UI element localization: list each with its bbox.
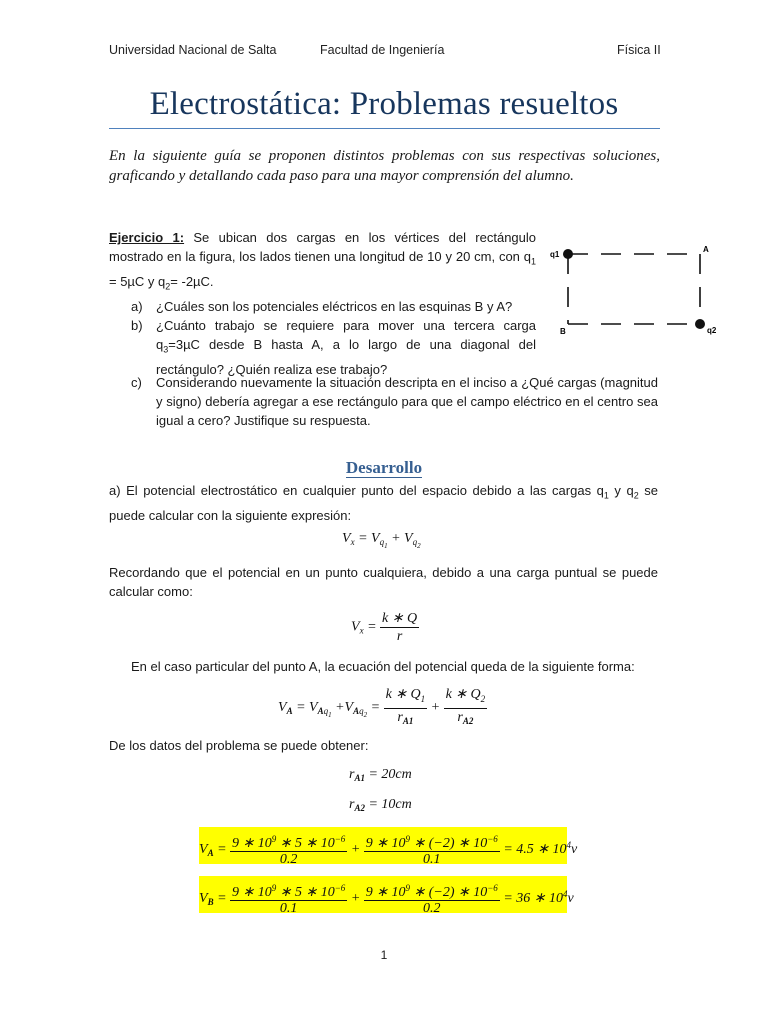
equation-vx-sum: $V_x = V_{q_1} + V_{q_2}$ — [342, 531, 421, 550]
item-c-label: c) — [131, 375, 142, 390]
title-divider — [109, 128, 660, 129]
dev-paragraph-3: En el caso particular del punto A, la ecuación del potencial queda de la siguiente forma: — [131, 659, 635, 674]
item-b-sub: 3 — [163, 344, 169, 355]
vb-result-unit: v — [567, 891, 574, 906]
exercise-label: Ejercicio 1: — [109, 230, 185, 245]
item-b-text-part: ¿Cuánto trabajo se requiere para mover una tercera carga q — [156, 318, 536, 352]
dev-paragraph-2: Recordando que el potencial en un punto cualquiera, debido a una carga puntual se puede calcular como: — [109, 565, 658, 599]
label-q1: q1 — [550, 250, 560, 259]
label-b: B — [560, 327, 566, 336]
development-heading — [0, 458, 768, 478]
equation-vb-result: $V_B$ = $\frac{9 ∗ 10^9 ∗ 5 ∗ 10^{-6}}{0.1}$ + $\frac{9 ∗ 10^9 ∗ (-2) ∗ 10^{-6}}{0.2}$ = 36 ∗ $10^4v$ — [199, 876, 567, 913]
equation-ra2: $r_{A2} = 10cm$ — [349, 797, 412, 813]
page-number: 1 — [380, 948, 388, 962]
item-c-text: Considerando nuevamente la situación descripta en el inciso a ¿Qué cargas (magnitud y signo) debería agregar a ese rectángulo para que el campo eléctrico en el centro sea igual a cero? Justifique su respuesta. — [156, 375, 658, 428]
item-b-text-part: =3µC desde B hasta A, a lo largo de una diagonal del rectángulo? ¿Quién realiza ese trabajo? — [156, 337, 536, 377]
item-a-label: a) — [131, 299, 143, 314]
vb-result-value: = 36 ∗ 10 — [503, 891, 563, 906]
equation-va-result: $V_A$ = $\frac{9 ∗ 10^9 ∗ 5 ∗ 10^{-6}}{0.2}$ + $\frac{9 ∗ 10^9 ∗ (-2) ∗ 10^{-6}}{0.1}$ = 4.5 ∗ $10^4v$ — [199, 827, 567, 864]
para1-text: se puede calcular con la siguiente expresión: — [109, 483, 658, 523]
para1-text: a) El potencial electrostático en cualquier punto del espacio debido a las cargas q — [109, 483, 604, 498]
header-university: Universidad Nacional de Salta — [109, 43, 277, 57]
statement-text: Se ubican dos cargas en los vértices del rectángulo mostrado en la figura, los lados tienen una longitud de 10 y 20 cm, con q — [109, 230, 536, 264]
para1-sub: 1 — [603, 490, 609, 501]
header-faculty: Facultad de Ingeniería — [320, 43, 445, 57]
intro-paragraph: En la siguiente guía se proponen distintos problemas con sus respectivas soluciones, graficando y detallando cada paso para una mayor comprensión del alumno. — [109, 148, 660, 184]
item-b-label: b) — [131, 318, 143, 333]
item-b-text — [156, 316, 536, 379]
charge-q2-dot — [695, 319, 705, 329]
para1-text: y q — [608, 483, 634, 498]
equation-ra1: $r_{A1} = 20cm$ — [349, 767, 412, 783]
va-result-exp: 4 — [566, 840, 571, 850]
dev-paragraph-4: De los datos del problema se puede obtener: — [109, 738, 369, 753]
vb-result-exp: 4 — [563, 889, 568, 899]
item-a-text: ¿Cuáles son los potenciales eléctricos en las esquinas B y A? — [156, 299, 513, 314]
statement-text: = 5µC y q — [109, 273, 166, 289]
ra2-value: = 10cm — [368, 797, 412, 812]
charge-q1-dot — [563, 249, 573, 259]
rectangle-figure — [540, 238, 720, 338]
exercise-statement — [109, 228, 536, 296]
header-course: Física II — [617, 43, 661, 57]
ra1-value: = 20cm — [368, 767, 412, 782]
development-heading-text: Desarrollo — [345, 458, 423, 477]
statement-sub: 1 — [530, 256, 536, 267]
equation-va-general: $V_A = V_{Aq_1} +V_{Aq_2}$ = $\frac{k ∗ Q_1}{r_{A1}}$ + $\frac{k ∗ Q_2}{r_{A2}}$ — [278, 687, 486, 726]
va-result-value: = 4.5 ∗ 10 — [503, 842, 567, 857]
statement-text: = -2µC. — [170, 273, 214, 289]
page-title: Electrostática: Problemas resueltos — [149, 86, 619, 122]
statement-sub: 2 — [165, 281, 171, 292]
label-a: A — [703, 245, 709, 254]
dev-paragraph-1 — [109, 481, 658, 525]
va-result-unit: v — [571, 842, 578, 857]
label-q2: q2 — [707, 326, 717, 335]
para1-sub: 2 — [633, 490, 639, 501]
equation-point-potential: $V_x$ = $\frac{k ∗ Q}{r}$ — [351, 611, 418, 644]
